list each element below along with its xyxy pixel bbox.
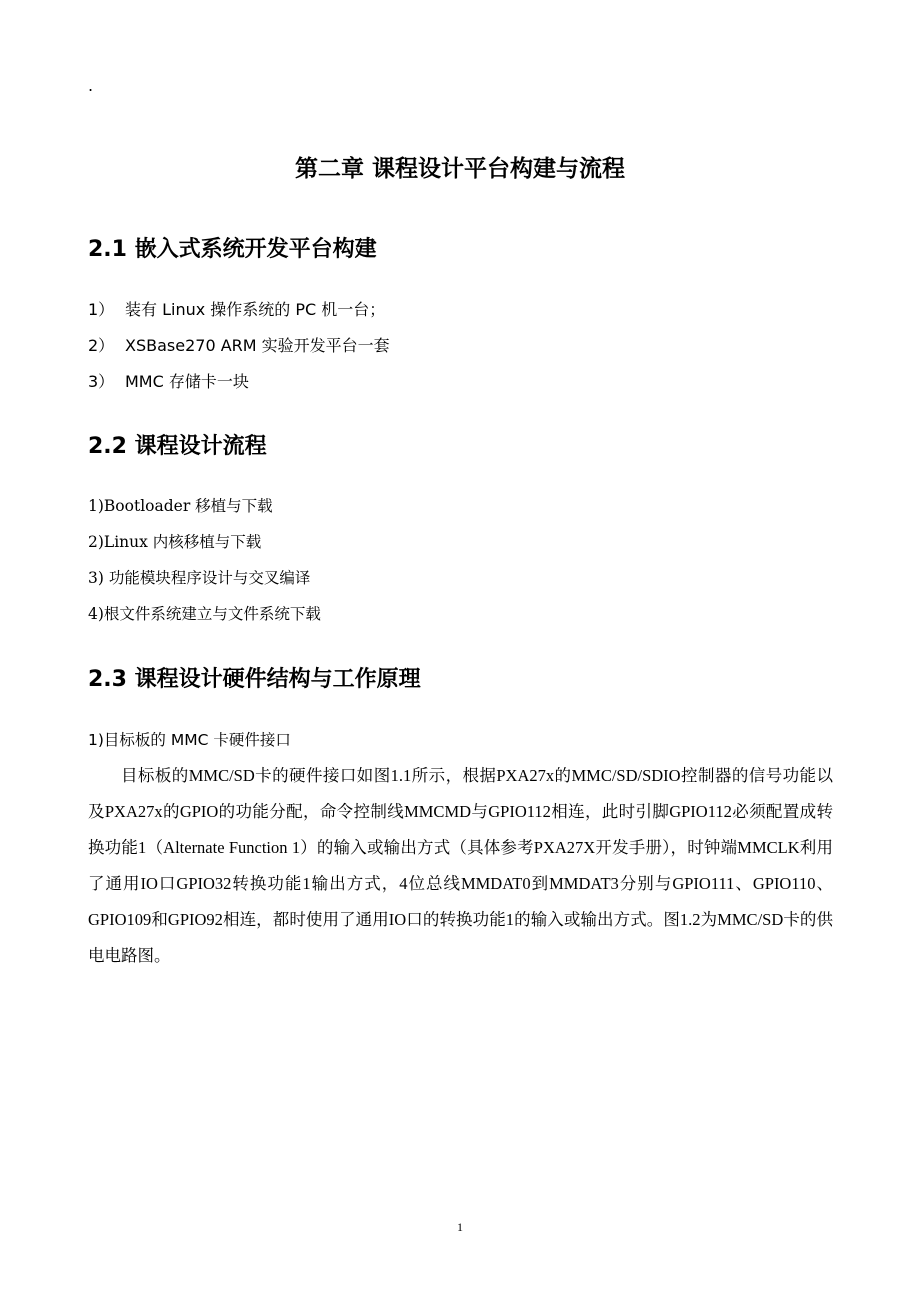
page-dot: . — [88, 76, 94, 95]
chapter-title: 第二章 课程设计平台构建与流程 — [294, 156, 625, 182]
section-heading-2-1: 2.1 嵌入式系统开发平台构建 — [88, 237, 377, 262]
list-item: 1)Bootloader 移植与下载 — [88, 497, 273, 515]
list-item: 3) 功能模块程序设计与交叉编译 — [88, 569, 311, 587]
list-item: 4)根文件系统建立与文件系统下载 — [88, 605, 321, 623]
list-item: 3） MMC 存储卡一块 — [88, 372, 249, 391]
section-heading-2-3: 2.3 课程设计硬件结构与工作原理 — [88, 667, 421, 692]
section-heading-2-2: 2.2 课程设计流程 — [88, 434, 267, 459]
body-paragraph: 目标板的MMC/SD卡的硬件接口如图1.1所示，根据PXA27x的MMC/SD/SDIO控制器的信号功能以及PXA27x的GPIO的功能分配，命令控制线MMCMD与GPIO112相连，此时引脚GPIO112必须配置成转换功能1（Alternate Function 1）的输入或输出方式（具体参考PXA27X开发手册），时钟端MMCLK利用了通用IO口GPIO32转换功能1输出方式，4位总线MMDAT0到MMDAT3分别与GPIO111、GPIO110、GPIO109和GPIO92相连，都时使用了通用IO口的转换功能1的输入或输出方式。图1.2为MMC/SD卡的供电电路图。 — [88, 766, 833, 965]
list-item: 1） 装有 Linux 操作系统的 PC 机一台； — [88, 300, 386, 319]
subheading-mmc-interface: 1)目标板的 MMC 卡硬件接口 — [88, 731, 291, 749]
page-number: 1 — [457, 1220, 463, 1234]
list-item: 2） XSBase270 ARM 实验开发平台一套 — [88, 336, 390, 355]
list-item: 2)Linux 内核移植与下载 — [88, 533, 262, 551]
process-list — [88, 488, 321, 632]
platform-list — [88, 292, 390, 400]
